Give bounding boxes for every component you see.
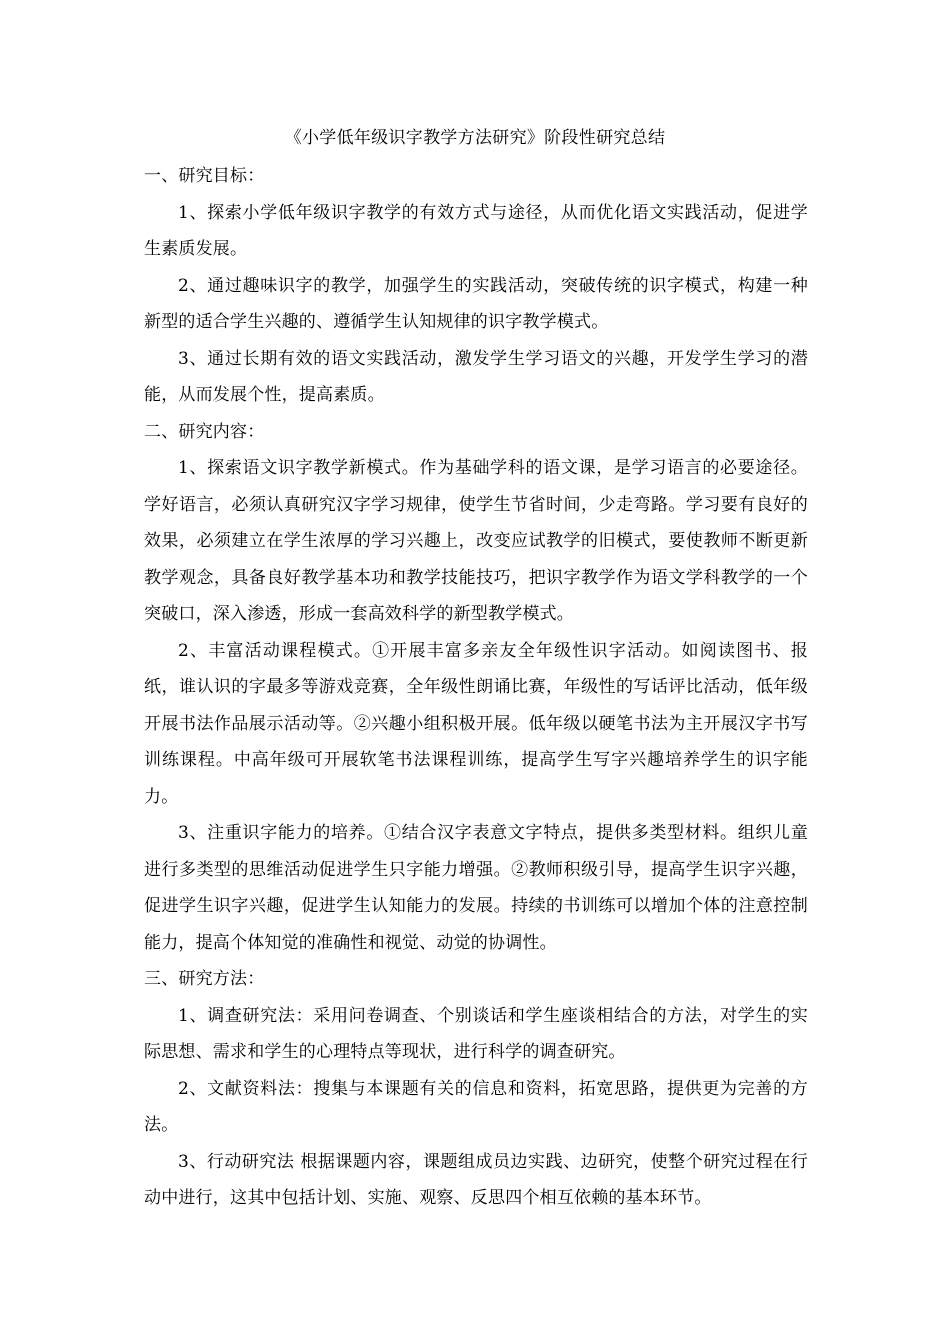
paragraph: 2、丰富活动课程模式。①开展丰富多亲友全年级性识字活动。如阅读图书、报纸，谁认识的字最多等游戏竞赛，全年级性朗诵比赛，年级性的写话评比活动，低年级开展书法作品展示活动等。②兴趣小组积极开展。低年级以硬笔书法为主开展汉字书写训练课程。中高年级可开展软笔书法课程训练，提高学生写字兴趣培养学生的识字能力。 [144,640,808,807]
section-research-goals [144,158,808,414]
document-body [144,158,808,1217]
paragraph: 2、通过趣味识字的教学，加强学生的实践活动，突破传统的识字模式，构建一种新型的适合学生兴趣的、遵循学生认知规律的识字教学模式。 [144,275,808,332]
section-research-methods [144,961,808,1217]
paragraph: 3、行动研究法 根据课题内容，课题组成员边实践、边研究，使整个研究过程在行动中进行，这其中包括计划、实施、观察、反思四个相互依赖的基本环节。 [144,1151,808,1208]
section-heading: 三、研究方法： [144,969,265,989]
paragraph: 2、文献资料法：搜集与本课题有关的信息和资料，拓宽思路，提供更为完善的方法。 [144,1078,808,1135]
document-title: 《小学低年级识字教学方法研究》阶段性研究总结 [284,128,666,148]
paragraph: 3、通过长期有效的语文实践活动，激发学生学习语文的兴趣，开发学生学习的潜能，从而发展个性，提高素质。 [144,348,808,405]
paragraph: 1、调查研究法：采用问卷调查、个别谈话和学生座谈相结合的方法，对学生的实际思想、需求和学生的心理特点等现状，进行科学的调查研究。 [144,1005,808,1062]
section-research-content [144,414,808,962]
paragraph: 1、探索小学低年级识字教学的有效方式与途径，从而优化语文实践活动，促进学生素质发展。 [144,202,808,259]
section-heading: 一、研究目标： [144,166,265,186]
paragraph: 3、注重识字能力的培养。①结合汉字表意文字特点，提供多类型材料。组织儿童进行多类型的思维活动促进学生只字能力增强。②教师积级引导，提高学生识字兴趣，促进学生识字兴趣，促进学生认知能力的发展。持续的书训练可以增加个体的注意控制能力，提高个体知觉的准确性和视觉、动觉的协调性。 [144,823,808,953]
section-heading: 二、研究内容： [144,421,265,442]
paragraph: 1、探索语文识字教学新模式。作为基础学科的语文课，是学习语言的必要途径。学好语言，必须认真研究汉字学习规律，使学生节省时间，少走弯路。学习要有良好的效果，必须建立在学生浓厚的学习兴趣上，改变应试教学的旧模式，要使教师不断更新教学观念，具备良好教学基本功和教学技能技巧，把识字教学作为语文学科教学的一个突破口，深入渗透，形成一套高效科学的新型教学模式。 [144,458,808,624]
